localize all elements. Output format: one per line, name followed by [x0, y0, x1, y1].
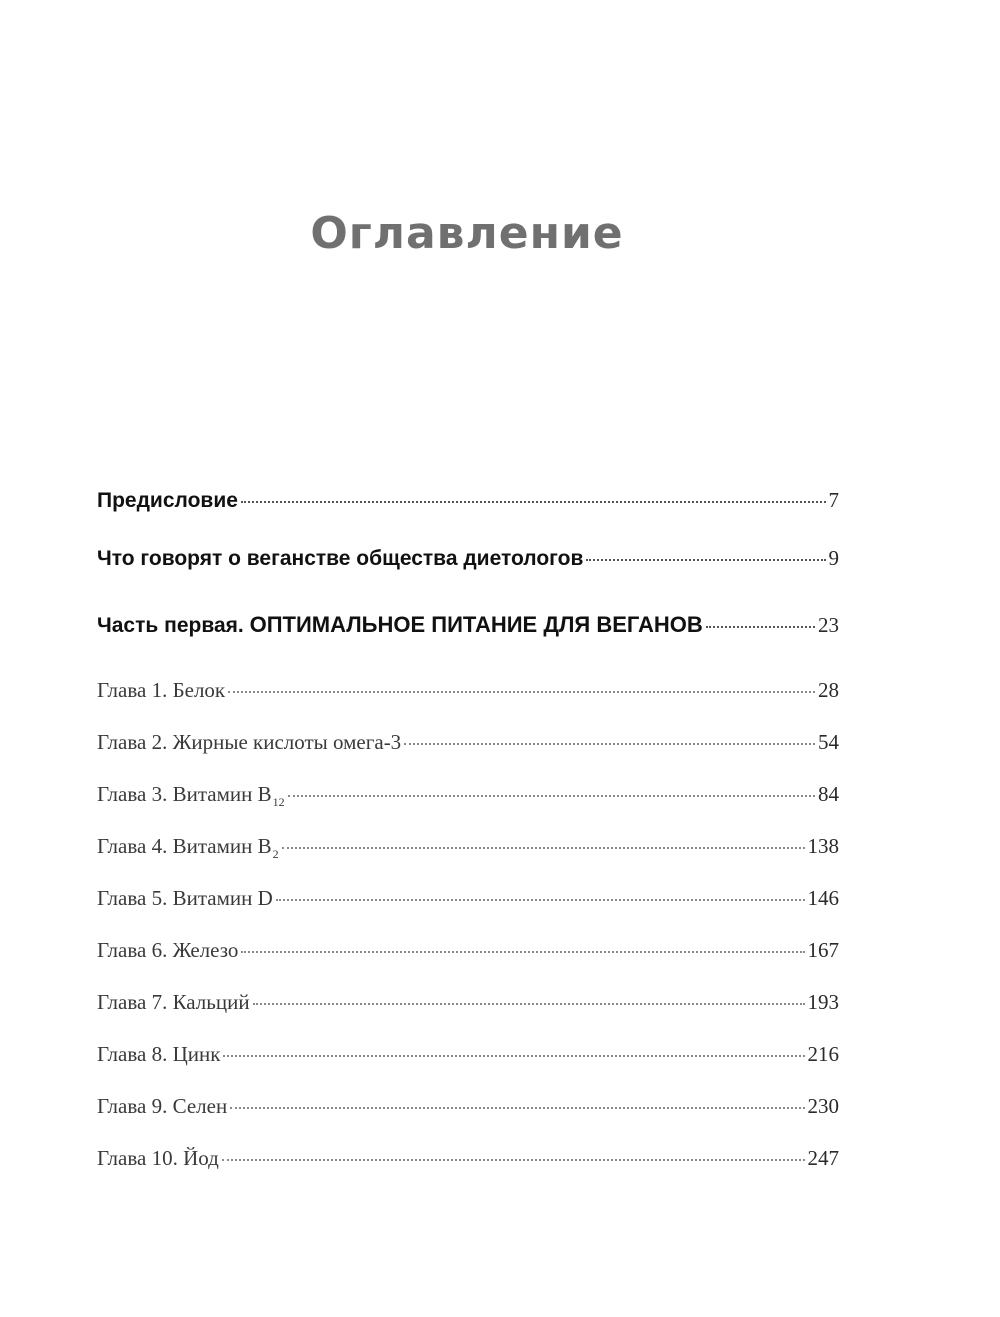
dot-leader: [288, 795, 815, 797]
toc-page-number: 84: [818, 782, 839, 806]
dot-leader: [706, 626, 815, 628]
dot-leader: [241, 501, 826, 503]
toc-entry-label: [97, 612, 703, 638]
toc-entry-chapter-8[interactable]: [97, 1042, 839, 1067]
page-title: Оглавление: [310, 208, 624, 259]
dot-leader: [228, 691, 815, 693]
toc-entry-chapter-1[interactable]: [97, 678, 839, 703]
toc-entry-chapter-2[interactable]: [97, 730, 839, 755]
toc-entry-label: Глава 5. Витамин D: [97, 886, 273, 910]
toc-entry-label: [97, 834, 279, 862]
chapter-title: Глава 3. Витамин B: [97, 782, 272, 806]
toc-page-number: 9: [828, 546, 839, 570]
toc-entry-label: Глава 6. Железо: [97, 938, 239, 962]
toc-page-number: 247: [807, 1146, 839, 1170]
toc-entry-part-one[interactable]: [97, 612, 839, 638]
toc-page-number: 28: [818, 678, 839, 702]
toc-entry-chapter-9[interactable]: [97, 1094, 839, 1119]
toc-page-number: 54: [818, 730, 839, 754]
toc-entry-chapter-5[interactable]: [97, 886, 839, 911]
toc-entry-label: [97, 782, 285, 810]
part-prefix: Часть первая.: [97, 614, 244, 637]
dot-leader: [230, 1107, 804, 1109]
toc-entry-label: Глава 2. Жирные кислоты омега-3: [97, 730, 402, 754]
toc-page-number: 216: [807, 1042, 839, 1066]
dot-leader: [222, 1159, 805, 1161]
toc-entry-dietitians[interactable]: [97, 546, 839, 571]
toc-entry-label: Глава 9. Селен: [97, 1094, 228, 1118]
dot-leader: [223, 1055, 804, 1057]
toc-page-number: 193: [807, 990, 839, 1014]
chapter-title: Глава 4. Витамин B: [97, 834, 272, 858]
toc-page-number: 230: [807, 1094, 839, 1118]
part-name: ОПТИМАЛЬНОЕ ПИТАНИЕ ДЛЯ ВЕГАНОВ: [249, 612, 703, 637]
dot-leader: [241, 951, 804, 953]
toc-page-number: 7: [828, 488, 839, 512]
toc-page-number: 146: [807, 886, 839, 910]
toc-entry-label: Глава 8. Цинк: [97, 1042, 221, 1066]
toc-entry-chapter-10[interactable]: [97, 1146, 839, 1171]
toc-entry-chapter-7[interactable]: [97, 990, 839, 1015]
toc-entry-preface[interactable]: [97, 488, 839, 513]
toc-entry-label: Глава 1. Белок: [97, 678, 226, 702]
toc-entry-chapter-4[interactable]: [97, 834, 839, 862]
toc-entry-chapter-3[interactable]: [97, 782, 839, 810]
subscript: 2: [272, 847, 279, 861]
dot-leader: [276, 899, 805, 901]
toc-entry-label: Глава 7. Кальций: [97, 990, 250, 1014]
subscript: 12: [272, 795, 285, 809]
toc-page-number: 23: [818, 613, 839, 637]
toc-page-number: 167: [807, 938, 839, 962]
toc-entry-chapter-6[interactable]: [97, 938, 839, 963]
dot-leader: [282, 847, 805, 849]
toc-entry-label: Предисловие: [97, 489, 238, 512]
dot-leader: [586, 559, 825, 561]
toc-entry-label: Что говорят о веганстве общества диетологов: [97, 547, 584, 570]
toc-page-number: 138: [807, 834, 839, 858]
dot-leader: [404, 743, 815, 745]
dot-leader: [253, 1003, 805, 1005]
toc-entry-label: Глава 10. Йод: [97, 1146, 219, 1170]
